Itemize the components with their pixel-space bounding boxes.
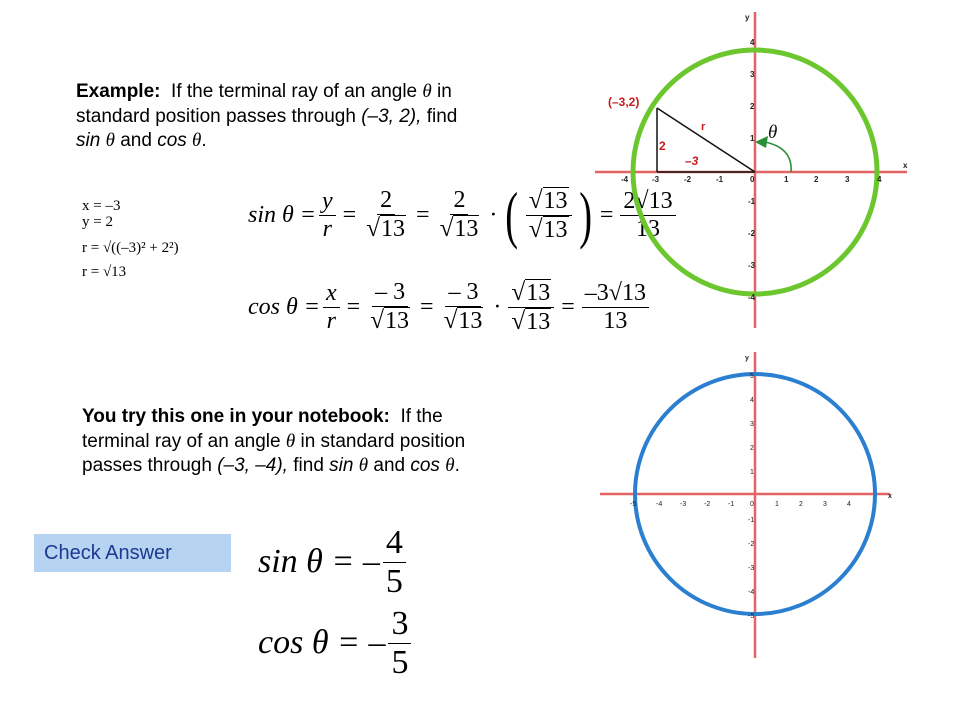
frac-x-over-r: $\frac{x}{r}$ [323,280,340,335]
tick-y: 1 [750,469,754,476]
answer-sin: sin θ = – $\frac{4}{5}$ [258,522,409,602]
tryit-label: You try this one in your notebook: [82,406,390,427]
tick-y: 4 [750,38,755,47]
tick-y: 3 [750,70,755,79]
example-graph [595,8,925,330]
frac-y-over-r: $\frac{y}{r}$ [319,188,336,243]
tick-y: -3 [748,261,756,270]
example-label: Example: [76,81,161,102]
tick-x: 0 [750,501,754,508]
tick-x: 1 [775,501,779,508]
sin-lhs: sin θ = [248,201,316,228]
frac-neg3-over-sqrt13-b: – 3 √ 13 [443,279,483,334]
axis-x-label: x [903,161,908,170]
answer-cos: cos θ = – $\frac{3}{5}$ [258,603,414,683]
angle-arc [765,142,791,172]
rationalizer: ( √ 13 √ 13 ) [505,179,592,250]
side-x-label: –3 [685,154,699,168]
work-r2: r = √13 [82,264,127,280]
check-answer-button[interactable]: Check Answer [34,534,231,572]
tick-x: 3 [845,175,850,184]
axis-y-label: y [745,355,749,362]
work-y: y = 2 [82,214,113,230]
frac-sqrt13-over-sqrt13: √ 13 √ 13 [508,279,554,336]
tick-y: 5 [750,373,754,380]
tryit-prompt: You try this one in your notebook: If the terminal ray of an angle θ in standard position passes through (–3, –4), find sin θ and cos θ. [82,406,466,476]
cos-lhs: cos θ = [248,293,320,320]
tick-y: 1 [750,134,755,143]
axis-y-label: y [745,13,750,22]
tick-x: -3 [652,175,660,184]
terminal-ray [657,108,755,172]
tick-x: -2 [704,501,711,508]
tick-y: 4 [750,397,754,404]
cos-result: $\frac{-3√13}{13}$ [582,280,649,335]
tick-y: -1 [748,197,756,206]
tick-x: 2 [799,501,803,508]
tick-x: -2 [684,175,692,184]
tick-y: -3 [748,565,755,572]
tick-x: -1 [716,175,724,184]
tick-y: -4 [748,293,756,302]
tick-x: -4 [656,501,663,508]
tick-y: 2 [750,445,754,452]
tick-y: -2 [748,541,755,548]
frac-2-over-sqrt13-b: 2 √ 13 [439,187,479,242]
r-label: r [701,121,706,133]
practice-graph [600,348,906,660]
tick-x: 0 [750,175,755,184]
tick-x: 4 [847,501,851,508]
sin-equation: sin θ = $\frac{y}{r}$ = 2 √ 13 = 2 √ 13 · ( √ 13 √ 13 ) = $\frac{2√13}{13}$ [248,180,679,250]
tick-y: -2 [748,229,756,238]
frac-2-over-sqrt13: 2 √ 13 [366,187,406,242]
work-r1: r = √((–3)² + 2²) [82,240,179,256]
tick-x: 2 [814,175,819,184]
tick-x: -4 [621,175,629,184]
tick-y: 3 [750,421,754,428]
point-label: (–3,2) [608,95,640,109]
tick-x: -1 [728,501,735,508]
tick-x: 3 [823,501,827,508]
axis-x-label: x [888,493,892,500]
tick-y: -1 [748,517,755,524]
tick-y: -5 [748,613,755,620]
tick-x: -5 [630,501,637,508]
work-x: x = –3 [82,198,121,214]
tick-x: -3 [680,501,687,508]
theta-label: θ [768,122,778,143]
work-steps [82,196,179,282]
frac-neg3-over-sqrt13: – 3 √ 13 [370,279,410,334]
example-prompt: Example: If the terminal ray of an angle θ in standard position passes through (–3, 2), find sin θ and cos θ. [76,81,458,151]
tick-y: -4 [748,589,755,596]
arrow-head-icon [755,136,768,148]
cos-equation: cos θ = $\frac{x}{r}$ = – 3 √ 13 = – 3 √ 13 · √ 13 √ 13 = $\frac{-3√13}{13}$ [248,272,652,342]
tick-x: 1 [784,175,789,184]
side-y-label: 2 [659,139,666,153]
sin-result: $\frac{2√13}{13}$ [620,188,675,243]
tick-y: 2 [750,102,755,111]
tick-x: 4 [877,175,882,184]
